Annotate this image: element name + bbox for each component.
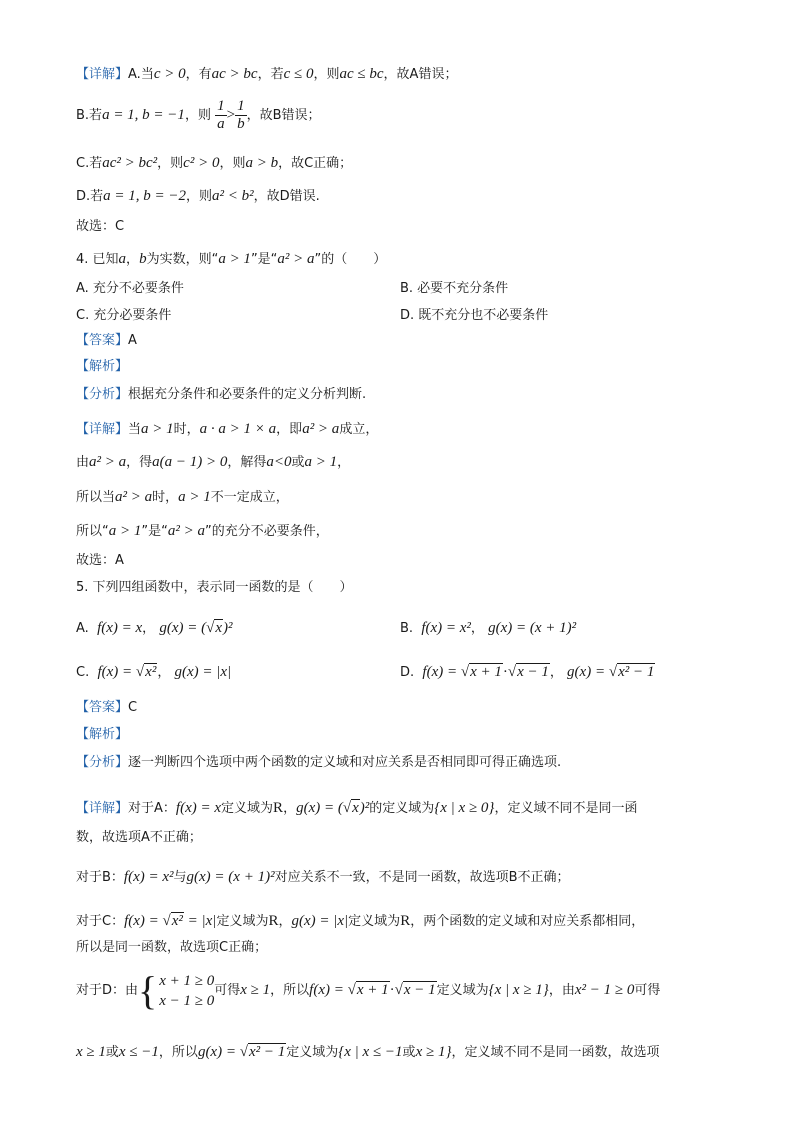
q5-stem: 5. 下列四组函数中，表示同一函数的是（ ） xyxy=(76,580,353,595)
q5-answer: 【答案】C xyxy=(76,700,138,715)
q5-option-b: B. f(x) = x²， g(x) = (x + 1)² xyxy=(400,620,577,636)
system-brace: { x + 1 ≥ 0 x − 1 ≥ 0 xyxy=(138,967,215,1013)
q5-detail-a-cont: 数，故选项A不正确； xyxy=(76,830,202,845)
q3-answer: 故选：C xyxy=(76,219,125,234)
q5-jiexi-tag: 【解析】 xyxy=(76,727,129,742)
answer-tag: 【答案】 xyxy=(76,333,129,348)
detail-tag: 【详解】 xyxy=(76,67,129,82)
q4-stem: 4. 已知a，b为实数，则“a > 1”是“a² > a”的（ ） xyxy=(76,251,387,267)
q4-jiexi-tag: 【解析】 xyxy=(76,359,129,374)
q4-option-a: A. 充分不必要条件 xyxy=(76,281,184,296)
q4-answer: 【答案】A xyxy=(76,333,137,348)
fenxi-tag: 【分析】 xyxy=(76,387,129,402)
q5-detail-a: 【详解】对于A：f(x) = x定义域为R，g(x) = (√x)²的定义域为{x | x ≥ 0}，定义域不同不是同一函 xyxy=(76,800,638,816)
q4-detail-line-4: 所以“a > 1”是“a² > a”的充分不必要条件， xyxy=(76,523,329,539)
q5-detail-b: 对于B：f(x) = x²与g(x) = (x + 1)²对应关系不一致，不是同一函数，故选项B不正确； xyxy=(76,869,570,885)
q5-detail-d-cont: x ≥ 1或x ≤ −1，所以g(x) = √x² − 1定义域为{x | x ≤ −1或x ≥ 1}，定义域不同不是同一函数，故选项 xyxy=(76,1044,660,1060)
q4-option-c: C. 充分必要条件 xyxy=(76,308,172,323)
q4-fenxi: 【分析】根据充分条件和必要条件的定义分析判断. xyxy=(76,387,367,402)
q5-detail-c: 对于C：f(x) = √x² = |x|定义域为R，g(x) = |x|定义域为R，两个函数的定义域和对应关系都相同， xyxy=(76,913,645,929)
q4-final: 故选：A xyxy=(76,553,124,568)
q4-detail-line-3: 所以当a² > a时，a > 1不一定成立， xyxy=(76,489,289,505)
q5-detail-c-cont: 所以是同一函数，故选项C正确； xyxy=(76,940,268,955)
q4-option-d: D. 既不充分也不必要条件 xyxy=(400,308,549,323)
q3-line-b: B.若a = 1, b = −1，则 $\frac{1}{a}$ > $\frac{1}{b}$ ，故B错误； xyxy=(76,98,321,132)
q3-line-d: D.若a = 1, b = −2，则a² < b²，故D错误. xyxy=(76,188,320,204)
q4-detail-line-2: 由a² > a，得a(a − 1) > 0，解得a<0或a > 1， xyxy=(76,454,351,470)
q4-option-b: B. 必要不充分条件 xyxy=(400,281,509,296)
q3-line-c: C.若ac² > bc²，则c² > 0，则a > b，故C正确； xyxy=(76,155,353,171)
q5-option-d: D. f(x) = √x + 1·√x − 1， g(x) = √x² − 1 xyxy=(400,664,655,680)
q5-option-a: A. f(x) = x， g(x) = (√x)² xyxy=(76,620,233,636)
q3-line-a: 【详解】A.当c > 0，有ac > bc，若c ≤ 0，则ac ≤ bc，故A错误； xyxy=(76,66,458,82)
q5-option-c: C. f(x) = √x²， g(x) = |x| xyxy=(76,664,232,680)
q4-detail-line-1: 【详解】当a > 1时，a · a > 1 × a，即a² > a成立， xyxy=(76,421,379,437)
fraction-1-over-a: $\frac{1}{a}$ xyxy=(217,98,225,132)
q5-fenxi: 【分析】逐一判断四个选项中两个函数的定义域和对应关系是否相同即可得正确选项. xyxy=(76,755,562,770)
q5-detail-d: 对于D：由 { x + 1 ≥ 0 x − 1 ≥ 0 可得x ≥ 1，所以f(x) = √x + 1·√x − 1定义域为{x | x ≥ 1}，由x² − 1 ≥ 0可得 xyxy=(76,967,661,1013)
fraction-1-over-b: $\frac{1}{b}$ xyxy=(237,98,245,132)
